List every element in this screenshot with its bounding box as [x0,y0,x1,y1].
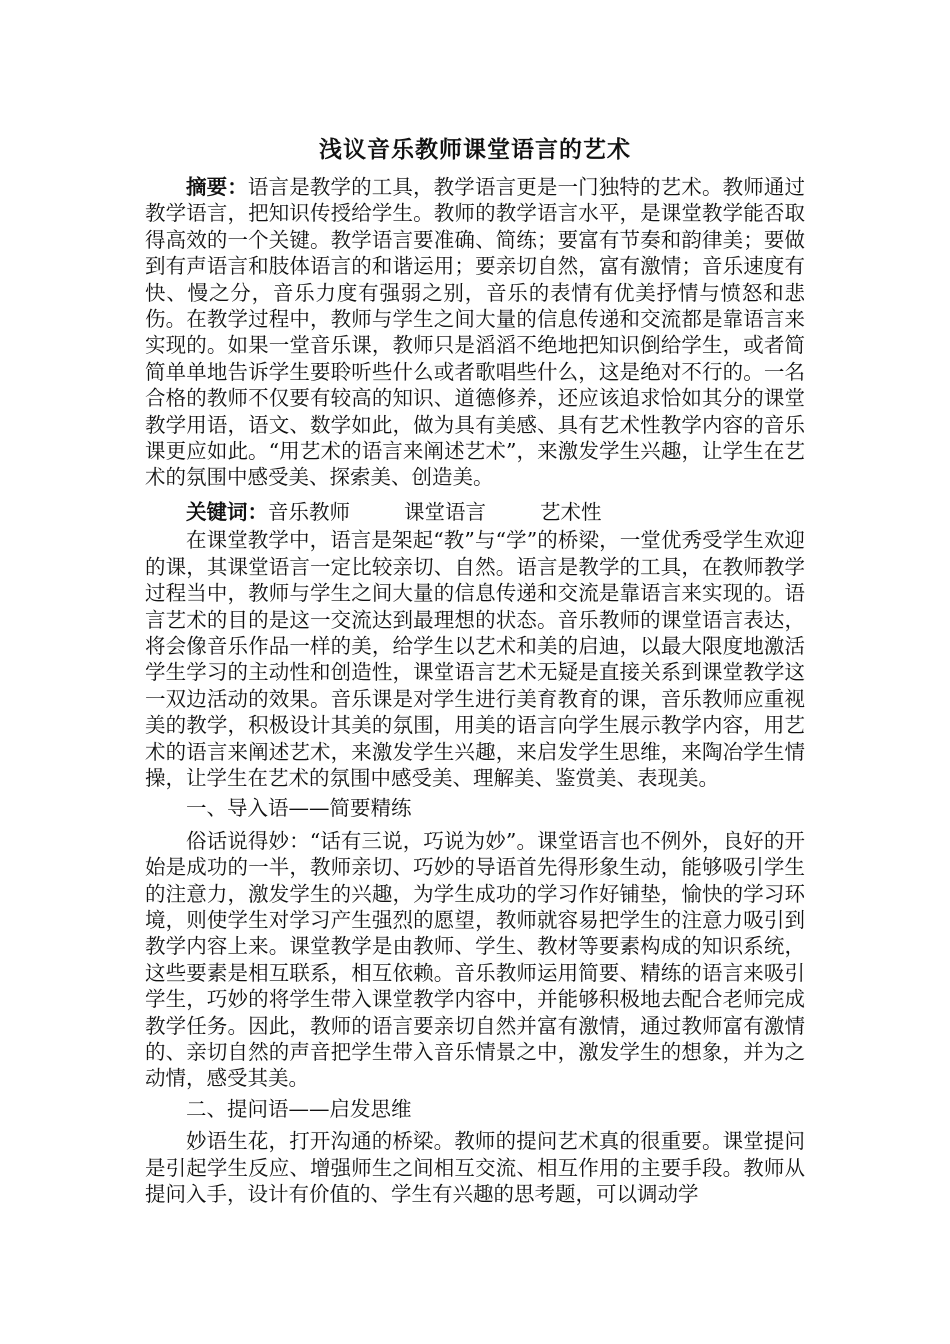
intro-paragraph: 在课堂教学中，语言是架起“教”与“学”的桥梁，一堂优秀受学生欢迎的课，其课堂语言一定比较亲切、自然。语言是教学的工具，在教师教学过程当中，教师与学生之间大量的信息传递和交流是靠语言来实现的。语言艺术的目的是这一交流达到最理想的状态。音乐教师的课堂语言表达，将会像音乐作品一样的美，给学生以艺术和美的启迪，以最大限度地激活学生学习的主动性和创造性，课堂语言艺术无疑是直接关系到课堂教学这一双边活动的效果。音乐课是对学生进行美育教育的课，音乐教师应重视美的教学，积极设计其美的氛围，用美的语言向学生展示教学内容，用艺术的语言来阐述艺术，来激发学生兴趣，来启发学生思维，来陶冶学生情操，让学生在艺术的氛围中感受美、理解美、鉴赏美、表现美。 [145,528,805,790]
abstract-text: 语言是教学的工具，教学语言更是一门独特的艺术。教师通过教学语言，把知识传授给学生。教师的教学语言水平，是课堂教学能否取得高效的一个关键。教学语言要准确、简练；要富有节奏和韵律美；要做到有声语言和肢体语言的和谐运用；要亲切自然，富有激情；音乐速度有快、慢之分，音乐力度有强弱之别，音乐的表情有优美抒情与愤怒和悲伤。在教学过程中，教师与学生之间大量的信息传递和交流都是靠语言来实现的。如果一堂音乐课，教师只是滔滔不绝地把知识倒给学生，或者简简单单地告诉学生要聆听些什么或者歌唱些什么，这是绝对不行的。一名合格的教师不仅要有较高的知识、道德修养，还应该追求恰如其分的课堂教学用语，语文、数学如此，做为具有美感、具有艺术性教学内容的音乐课更应如此。“用艺术的语言来阐述艺术”，来激发学生兴趣，让学生在艺术的氛围中感受美、探索美、创造美。 [145,175,806,490]
section-paragraph: 俗话说得妙：“话有三说，巧说为妙”。课堂语言也不例外，良好的开始是成功的一半，教师亲切、巧妙的导语首先得形象生动，能够吸引学生的注意力，激发学生的兴趣，为学生成功的学习作好铺垫，愉快的学习环境，则使学生对学习产生强烈的愿望，教师就容易把学生的注意力吸引到教学内容上来。课堂教学是由教师、学生、教材等要素构成的知识系统，这些要素是相互联系，相互依赖。音乐教师运用简要、精练的语言来吸引学生，巧妙的将学生带入课堂教学内容中，并能够积极地去配合老师完成教学任务。因此，教师的语言要亲切自然并富有激情，通过教师富有激情的、亲切自然的声音把学生带入音乐情景之中，激发学生的想象，并为之动情，感受其美。 [145,828,805,1091]
section-heading: 二、提问语——启发思维 [186,1096,412,1121]
keyword-item: 课堂语言 [404,499,486,524]
keywords-label: 关键词： [186,499,268,524]
section-paragraph: 妙语生花，打开沟通的桥梁。教师的提问艺术真的很重要。课堂提问是引起学生反应、增强师生之间相互交流、相互作用的主要手段。教师从提问入手，设计有价值的、学生有兴趣的思考题，可以调动学 [145,1129,805,1207]
keyword-item: 艺术性 [540,499,602,524]
document-page [145,132,805,1207]
document-title: 浅议音乐教师课堂语言的艺术 [319,136,631,163]
keywords-line [145,499,805,525]
abstract-paragraph [145,174,805,491]
section-heading: 一、导入语——简要精练 [186,796,412,821]
abstract-label: 摘要： [186,175,248,199]
keyword-item: 音乐教师 [268,499,350,524]
